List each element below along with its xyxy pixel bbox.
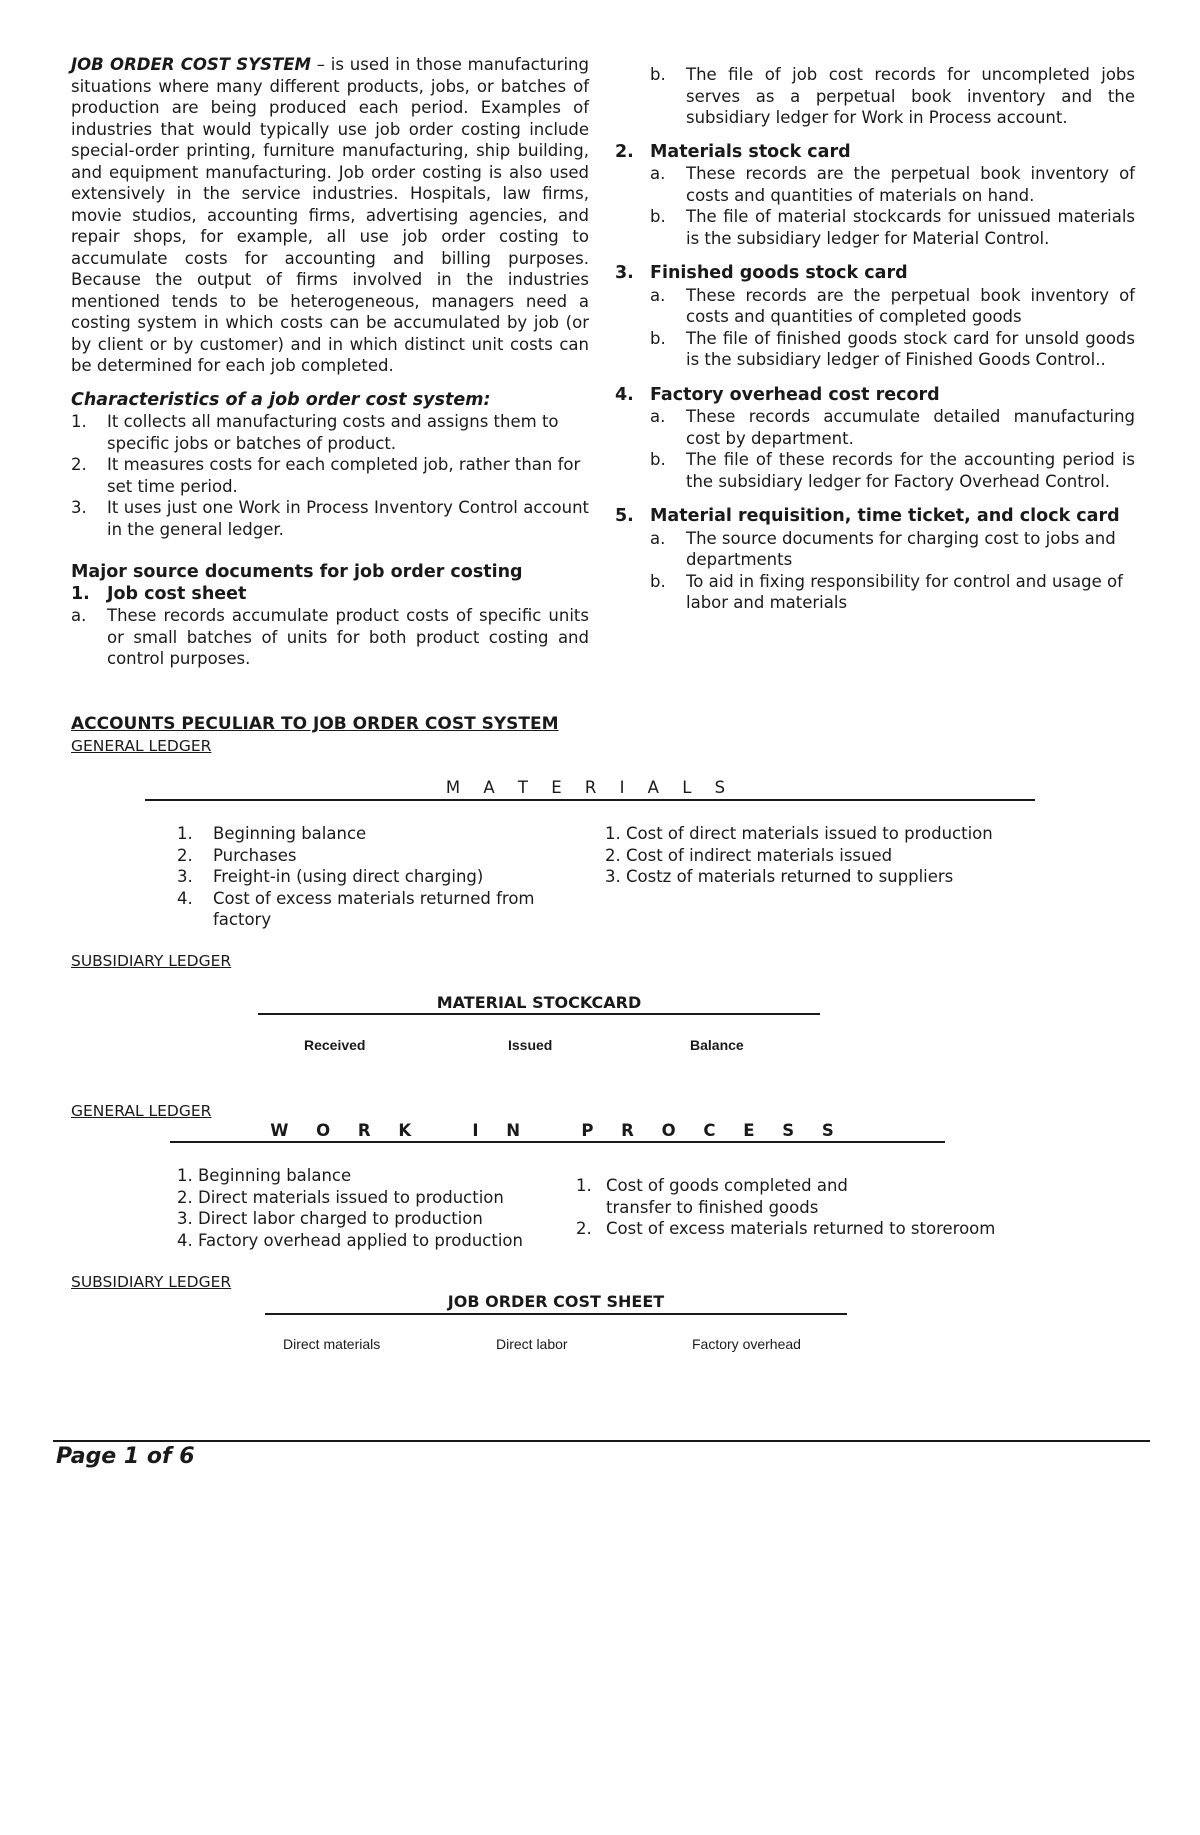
section-heading xyxy=(615,263,1135,285)
stockcard-col-issued: Issued xyxy=(508,1037,553,1053)
section-items xyxy=(615,163,1135,249)
list-text: The file of these records for the accounting period is the subsidiary ledger for Factory Overhead Control. xyxy=(686,450,1135,491)
general-ledger-label: GENERAL LEDGER xyxy=(71,1102,212,1120)
list-item xyxy=(576,1218,1046,1240)
list-item: 1. Cost of direct materials issued to production xyxy=(605,824,993,843)
section-items xyxy=(615,285,1135,371)
job-cost-sheet-continued xyxy=(615,64,1135,129)
list-text: These records accumulate detailed manufacturing cost by department. xyxy=(686,407,1135,448)
materials-account-title: M A T E R I A L S xyxy=(445,778,735,797)
wip-account-title: W O R K I N P R O C E S S xyxy=(270,1121,845,1140)
list-item xyxy=(71,411,589,454)
list-marker: 1. xyxy=(71,412,87,431)
materials-rule xyxy=(145,799,1035,801)
list-item: 4. Factory overhead applied to production xyxy=(177,1230,523,1250)
wip-debits xyxy=(177,1165,577,1251)
subsidiary-ledger-label: SUBSIDIARY LEDGER xyxy=(71,1273,232,1291)
list-text: The source documents for charging cost to jobs and departments xyxy=(686,528,1116,569)
list-marker: a. xyxy=(650,407,666,426)
list-text: Cost of goods completed and transfer to finished goods xyxy=(606,1176,848,1217)
list-item xyxy=(650,449,1135,492)
section-label: Factory overhead cost record xyxy=(650,384,940,405)
list-item xyxy=(177,888,543,931)
job-sheet-col-direct-materials: Direct materials xyxy=(283,1336,381,1352)
materials-debits xyxy=(177,823,577,931)
list-marker: 4. xyxy=(615,384,634,405)
list-text: It collects all manufacturing costs and assigns them to specific jobs or batches of product. xyxy=(107,412,559,453)
list-item xyxy=(71,454,589,497)
stockcard-col-received: Received xyxy=(304,1037,366,1053)
list-item xyxy=(650,163,1135,206)
list-text: Job cost sheet xyxy=(107,583,247,604)
job-sheet-title: JOB ORDER COST SHEET xyxy=(447,1292,665,1311)
characteristics-list xyxy=(71,411,589,540)
list-text: These records are the perpetual book inventory of costs and quantities of completed goods xyxy=(686,285,1135,326)
section-label: Material requisition, time ticket, and clock card xyxy=(650,506,1120,526)
list-marker: 1. xyxy=(576,1176,592,1195)
job-sheet-rule xyxy=(265,1313,847,1315)
list-item: 2. Cost of indirect materials issued xyxy=(605,845,893,865)
job-sheet-col-factory-overhead: Factory overhead xyxy=(692,1336,801,1352)
list-marker: 5. xyxy=(615,506,634,526)
section-heading xyxy=(615,385,1135,407)
subsidiary-ledger-label: SUBSIDIARY LEDGER xyxy=(71,952,232,970)
list-marker: 1. xyxy=(71,583,90,604)
list-item xyxy=(177,845,577,867)
section-heading xyxy=(615,142,1135,164)
list-marker: 3. xyxy=(71,498,87,517)
list-item xyxy=(650,285,1135,328)
list-text: It measures costs for each completed job, rather than for set time period. xyxy=(107,455,581,496)
list-item xyxy=(650,528,1135,571)
list-text: The file of material stockcards for unissued materials is the subsidiary ledger for Material Control. xyxy=(686,207,1135,248)
list-marker: b. xyxy=(650,450,666,469)
list-text: To aid in fixing responsibility for control and usage of labor and materials xyxy=(686,571,1123,612)
list-text: The file of finished goods stock card for unsold goods is the subsidiary ledger of Finished Goods Control.. xyxy=(686,328,1135,369)
section-label: Finished goods stock card xyxy=(650,263,908,283)
list-marker: a. xyxy=(650,164,666,183)
list-marker: a. xyxy=(71,606,87,625)
accounts-title: ACCOUNTS PECULIAR TO JOB ORDER COST SYSTEM xyxy=(71,714,559,734)
list-marker: 2. xyxy=(576,1219,592,1238)
list-item: 1. Beginning balance xyxy=(177,1166,352,1185)
wip-credits xyxy=(576,1175,1046,1240)
page-number: Page 1 of 6 xyxy=(56,1444,195,1469)
list-text: Cost of excess materials returned to storeroom xyxy=(606,1219,996,1238)
list-marker: a. xyxy=(650,528,666,548)
list-text: It uses just one Work in Process Inventory Control account in the general ledger. xyxy=(107,498,589,539)
stockcard-rule xyxy=(258,1013,820,1015)
intro-body: – is used in those manufacturing situations where many different products, jobs, or batches of production are being produced each period. Examples of industries that would typically use job order costing include special-order printing, furniture manufacturing, ship building, and equipment manufacturing. Job order costing is also used extensively in the service industries. Hospitals, law firms, movie studios, accounting firms, advertising agencies, and repair shops, for example, all use job order costing to accumulate costs for accounting and billing purposes. Because the output of firms involved in the industries mentioned tends to be heterogeneous, managers need a costing system in which costs can be accumulated by job (or by client or by customer) and in which distinct unit costs can be determined for each job completed. xyxy=(71,55,589,375)
list-marker: 2. xyxy=(177,845,193,865)
section-label: Materials stock card xyxy=(650,141,851,162)
stockcard-col-balance: Balance xyxy=(690,1037,744,1053)
list-marker: b. xyxy=(650,65,666,84)
characteristics-title: Characteristics of a job order cost system: xyxy=(71,389,491,410)
list-item: 3. Direct labor charged to production xyxy=(177,1209,483,1228)
list-item xyxy=(650,328,1135,371)
stockcard-title: MATERIAL STOCKCARD xyxy=(436,993,642,1012)
list-item xyxy=(576,1175,916,1218)
left-column xyxy=(71,54,589,670)
list-marker: 2. xyxy=(615,141,634,162)
source-doc-section xyxy=(615,385,1135,493)
list-marker: b. xyxy=(650,207,666,226)
list-item xyxy=(71,497,589,540)
list-item xyxy=(650,206,1135,249)
general-ledger-label: GENERAL LEDGER xyxy=(71,737,212,755)
section-heading xyxy=(615,506,1135,528)
job-cost-sheet-heading xyxy=(71,584,589,606)
list-item xyxy=(177,823,577,845)
job-sheet-col-direct-labor: Direct labor xyxy=(496,1336,568,1352)
list-item: 2. Direct materials issued to production xyxy=(177,1187,504,1207)
list-text: The file of job cost records for uncompleted jobs serves as a perpetual book inventory and the subsidiary ledger for Work in Process account. xyxy=(686,65,1135,127)
section-items xyxy=(615,528,1135,614)
list-marker: b. xyxy=(650,328,666,348)
list-marker: 2. xyxy=(71,455,87,474)
list-text: Freight-in (using direct charging) xyxy=(213,867,484,886)
intro-paragraph xyxy=(71,54,589,377)
footer-rule xyxy=(53,1440,1150,1442)
list-item xyxy=(650,406,1135,449)
source-doc-section xyxy=(615,506,1135,614)
source-doc-section xyxy=(615,263,1135,371)
list-marker: b. xyxy=(650,571,666,591)
list-text: Beginning balance xyxy=(213,824,367,843)
list-marker: 3. xyxy=(177,867,193,886)
list-item: 3. Costz of materials returned to suppliers xyxy=(605,867,954,886)
wip-rule xyxy=(170,1141,945,1143)
list-item xyxy=(71,605,589,670)
source-docs-title: Major source documents for job order costing xyxy=(71,562,523,582)
list-text: Purchases xyxy=(213,845,297,865)
list-item xyxy=(177,866,577,888)
list-item xyxy=(650,64,1135,129)
list-marker: 3. xyxy=(615,263,634,283)
list-marker: a. xyxy=(650,285,666,305)
source-doc-section xyxy=(615,142,1135,250)
intro-lead: JOB ORDER COST SYSTEM xyxy=(71,55,311,74)
section-items xyxy=(615,406,1135,492)
list-text: Cost of excess materials returned from factory xyxy=(213,888,535,929)
materials-credits xyxy=(605,823,1075,888)
list-text: These records are the perpetual book inventory of costs and quantities of materials on hand. xyxy=(686,164,1135,205)
list-marker: 4. xyxy=(177,888,193,908)
right-column xyxy=(615,64,1135,614)
list-item xyxy=(650,571,1135,614)
list-text: These records accumulate product costs of specific units or small batches of units for both product costing and control purposes. xyxy=(107,606,589,668)
list-marker: 1. xyxy=(177,824,193,843)
